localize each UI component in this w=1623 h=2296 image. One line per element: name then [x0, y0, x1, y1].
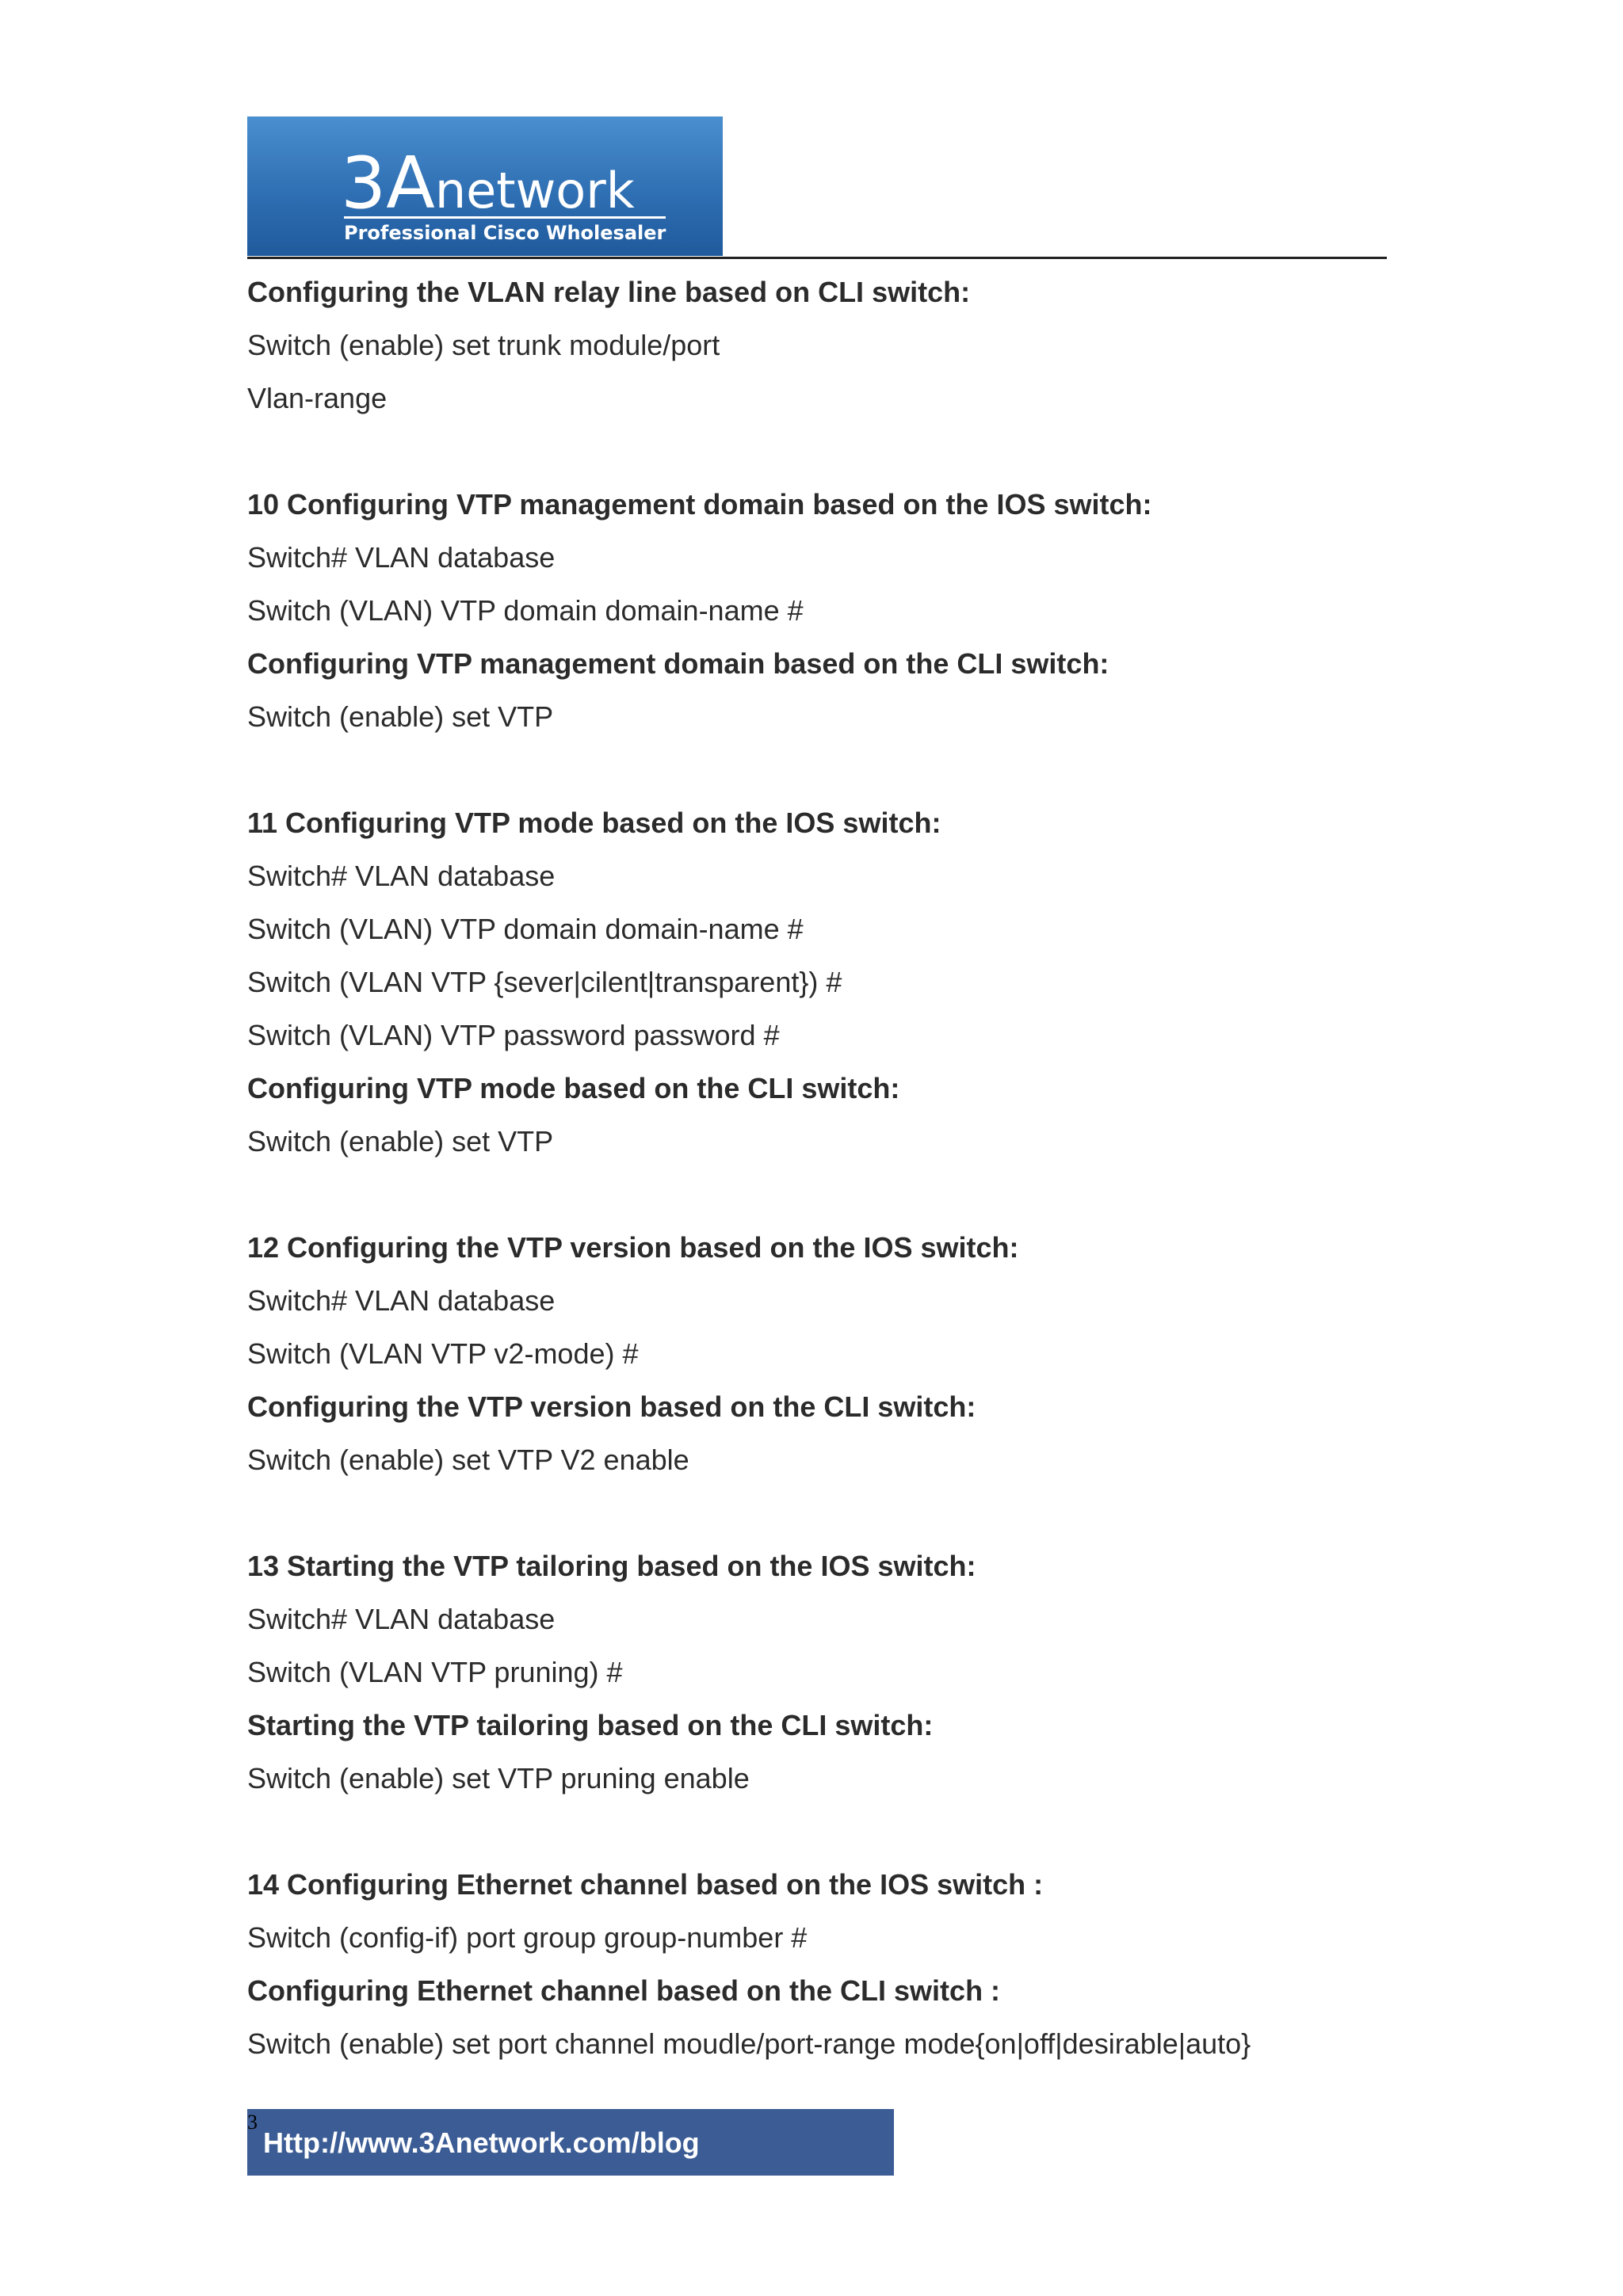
section-heading: Configuring the VLAN relay line based on CLI switch:: [247, 276, 971, 308]
document-body: [247, 265, 1396, 2070]
blank-line: [247, 1486, 1396, 1539]
command-line: Switch# VLAN database: [247, 1603, 556, 1635]
section-heading: Starting the VTP tailoring based on the CLI switch:: [247, 1709, 934, 1741]
section-heading: Configuring Ethernet channel based on the CLI switch :: [247, 1974, 1001, 2007]
section-heading: Configuring the VTP version based on the CLI switch:: [247, 1390, 976, 1423]
logo-tagline: Professional Cisco Wholesaler: [344, 216, 666, 244]
command-line: Switch (config-if) port group group-number #: [247, 1921, 808, 1954]
command-line: Switch (enable) set VTP V2 enable: [247, 1444, 689, 1476]
logo-big-text: 3A: [341, 142, 435, 225]
page-number: 3: [247, 2111, 258, 2134]
blank-line: [247, 1805, 1396, 1858]
command-line: Vlan-range: [247, 382, 388, 414]
header-divider: [247, 257, 1387, 259]
section-heading: Configuring VTP mode based on the CLI switch:: [247, 1072, 900, 1104]
command-line: Switch (VLAN) VTP domain domain-name #: [247, 913, 804, 945]
command-line: Switch (VLAN VTP {sever|cilent|transparent}) #: [247, 966, 842, 998]
logo-wordmark: [341, 142, 635, 225]
footer-url: Http://www.3Anetwork.com/blog: [263, 2126, 700, 2159]
section-heading: Configuring VTP management domain based on the CLI switch:: [247, 647, 1109, 680]
section-heading: 10 Configuring VTP management domain based on the IOS switch:: [247, 488, 1152, 521]
brand-logo: [247, 116, 723, 256]
command-line: Switch (VLAN) VTP password password #: [247, 1019, 780, 1051]
section-heading: 12 Configuring the VTP version based on the IOS switch:: [247, 1231, 1019, 1264]
command-line: Switch (VLAN VTP v2-mode) #: [247, 1337, 639, 1370]
blank-line: [247, 743, 1396, 796]
command-line: Switch# VLAN database: [247, 1284, 556, 1317]
command-line: Switch (enable) set port channel moudle/port-range mode{on|off|desirable|auto}: [247, 2027, 1251, 2060]
section-heading: 14 Configuring Ethernet channel based on the IOS switch :: [247, 1868, 1044, 1901]
logo-rest-text: network: [434, 162, 635, 219]
command-line: Switch (VLAN VTP pruning) #: [247, 1656, 623, 1688]
section-heading: 11 Configuring VTP mode based on the IOS switch:: [247, 807, 941, 839]
blank-line: [247, 1168, 1396, 1221]
command-line: Switch (enable) set VTP: [247, 700, 554, 733]
footer-banner: [247, 2109, 894, 2176]
command-line: Switch (VLAN) VTP domain domain-name #: [247, 594, 804, 627]
command-line: Switch (enable) set VTP pruning enable: [247, 1762, 750, 1794]
blank-line: [247, 425, 1396, 478]
command-line: Switch# VLAN database: [247, 860, 556, 892]
section-heading: 13 Starting the VTP tailoring based on the IOS switch:: [247, 1550, 976, 1582]
command-line: Switch (enable) set VTP: [247, 1125, 554, 1158]
command-line: Switch# VLAN database: [247, 541, 556, 574]
command-line: Switch (enable) set trunk module/port: [247, 329, 720, 361]
